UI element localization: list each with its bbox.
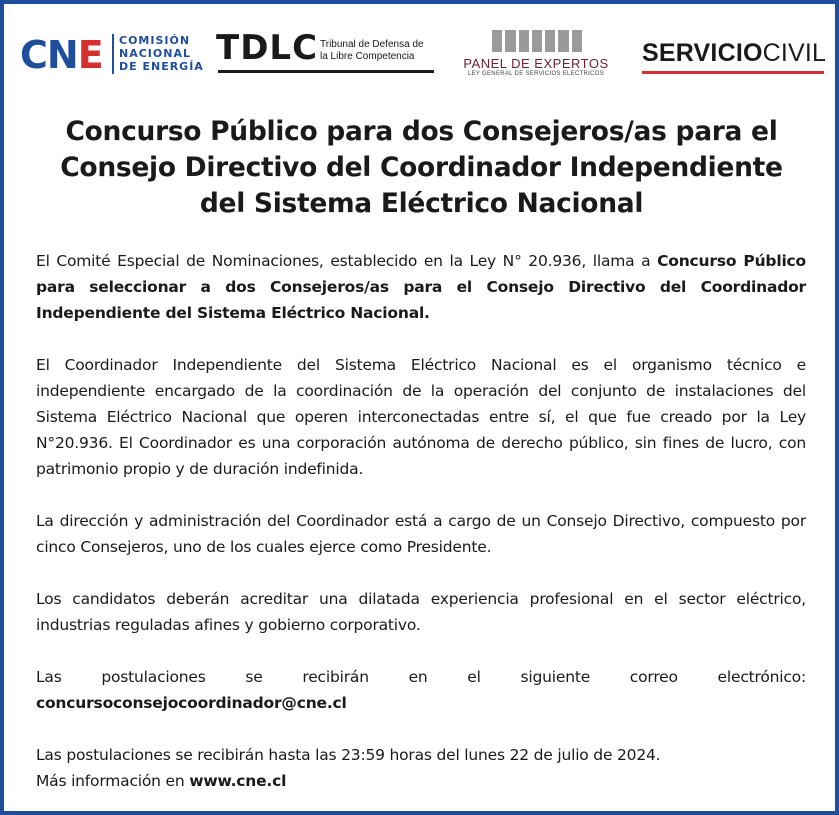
servicio-civil-logo: [642, 38, 826, 80]
logo-strip: [4, 4, 835, 94]
paragraph-deadline: Las postulaciones se recibirán hasta las 23:59 horas del lunes 22 de julio de 2024. Más información en www.cne.cl: [36, 746, 661, 790]
paragraph-candidates: Los candidatos deberán acreditar una dilatada experiencia profesional en el sector eléctrico, industrias reguladas afines y gobierno corporativo.: [36, 590, 806, 634]
info-url: www.cne.cl: [189, 772, 287, 790]
notice-title: Concurso Público para dos Consejeros/as para el Consejo Directivo del Coordinador Independiente del Sistema Eléctrico Nacional: [60, 116, 783, 219]
paragraph-applications: Las postulaciones se recibirán en el siguiente correo electrónico: concursoconsejocoordinador@cne.cl: [36, 668, 806, 712]
panel-columns-icon: [492, 30, 582, 52]
tdlc-logo-text: Tribunal de Defensa de la Libre Competencia: [320, 39, 424, 62]
application-email: concursoconsejocoordinador@cne.cl: [36, 694, 347, 712]
tdlc-logo: [216, 28, 434, 78]
panel-expertos-logo: [448, 30, 624, 78]
panel-logo-subtitle: LEY GENERAL DE SERVICIOS ELECTRICOS: [467, 71, 605, 77]
panel-logo-title: PANEL DE EXPERTOS: [463, 56, 609, 71]
paragraph-board: La dirección y administración del Coordinador está a cargo de un Consejo Directivo, compuesto por cinco Consejeros, uno de los cuales ejerce como Presidente.: [36, 512, 806, 556]
notice-body: [36, 248, 806, 794]
cne-logo-divider: [112, 34, 114, 74]
paragraph-call: El Comité Especial de Nominaciones, establecido en la Ley N° 20.936, llama a Concurso Público para seleccionar a dos Consejeros/as para el Consejo Directivo del Coordinador Independiente del Sistema Eléctrico Nacional.: [36, 252, 806, 322]
tdlc-logo-underline: [218, 70, 434, 73]
cne-logo-text: COMISIÓN NACIONAL DE ENERGÍA: [119, 34, 204, 73]
tdlc-logo-mark: TDLC: [216, 28, 319, 68]
servicio-civil-underline: [642, 71, 824, 74]
paragraph-coordinator: El Coordinador Independiente del Sistema Eléctrico Nacional es el organismo técnico e independiente encargado de la coordinación de la operación del conjunto de instalaciones del Sistema Eléctrico Nacional que operen interconectadas entre sí, el que fue creado por la Ley N°20.936. El Coordinador es una corporación autónoma de derecho público, sin fines de lucro, con patrimonio propio y de duración indefinida.: [36, 356, 806, 478]
servicio-civil-logo-text: SERVICIOCIVIL: [642, 39, 827, 67]
cne-logo-mark: CNE: [20, 33, 103, 77]
